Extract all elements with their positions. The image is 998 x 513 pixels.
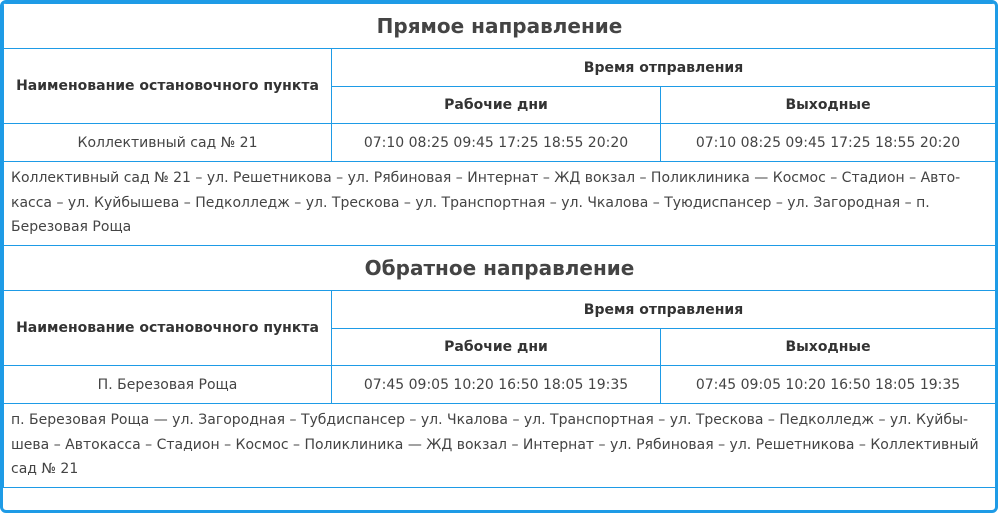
forward-route: Коллективный сад № 21 – ул. Решетникова – ул. Рябиновая – Интернат – ЖД вокзал – Поликлиника — Космос – Стадион – Автокасса – ул. Куйбышева – Педколледж – ул. Трескова – ул. Транспортная – ул. Чкалова – Туюдиспансер – ул. Загородная – п. Березовая Роща [4,162,996,246]
forward-stop-header: Наименование остановочного пункта [4,49,332,124]
schedule-table [3,3,996,488]
backward-route: п. Березовая Роща — ул. Загородная – Тубдиспансер – ул. Чкалова – ул. Транспортная – ул. Трескова – Педколледж – ул. Куйбышева – Автокасса – Стадион – Космос – Поликлиника — ЖД вокзал – Интернат – ул. Рябиновая – ул. Решетникова – Коллективный сад № 21 [4,404,996,488]
forward-weekdays-times: 07:10 08:25 09:45 17:25 18:55 20:20 [332,124,661,162]
backward-title: Обратное направление [4,246,996,291]
backward-weekdays-header: Рабочие дни [332,329,661,366]
backward-stop-name: П. Березовая Роща [4,366,332,404]
forward-weekends-header: Выходные [661,87,996,124]
backward-weekends-times: 07:45 09:05 10:20 16:50 18:05 19:35 [661,366,996,404]
backward-weekends-header: Выходные [661,329,996,366]
forward-title: Прямое направление [4,4,996,49]
forward-weekdays-header: Рабочие дни [332,87,661,124]
backward-stop-header: Наименование остановочного пункта [4,291,332,366]
backward-weekdays-times: 07:45 09:05 10:20 16:50 18:05 19:35 [332,366,661,404]
backward-time-header: Время отправления [332,291,996,329]
forward-weekends-times: 07:10 08:25 09:45 17:25 18:55 20:20 [661,124,996,162]
forward-time-header: Время отправления [332,49,996,87]
forward-stop-name: Коллективный сад № 21 [4,124,332,162]
